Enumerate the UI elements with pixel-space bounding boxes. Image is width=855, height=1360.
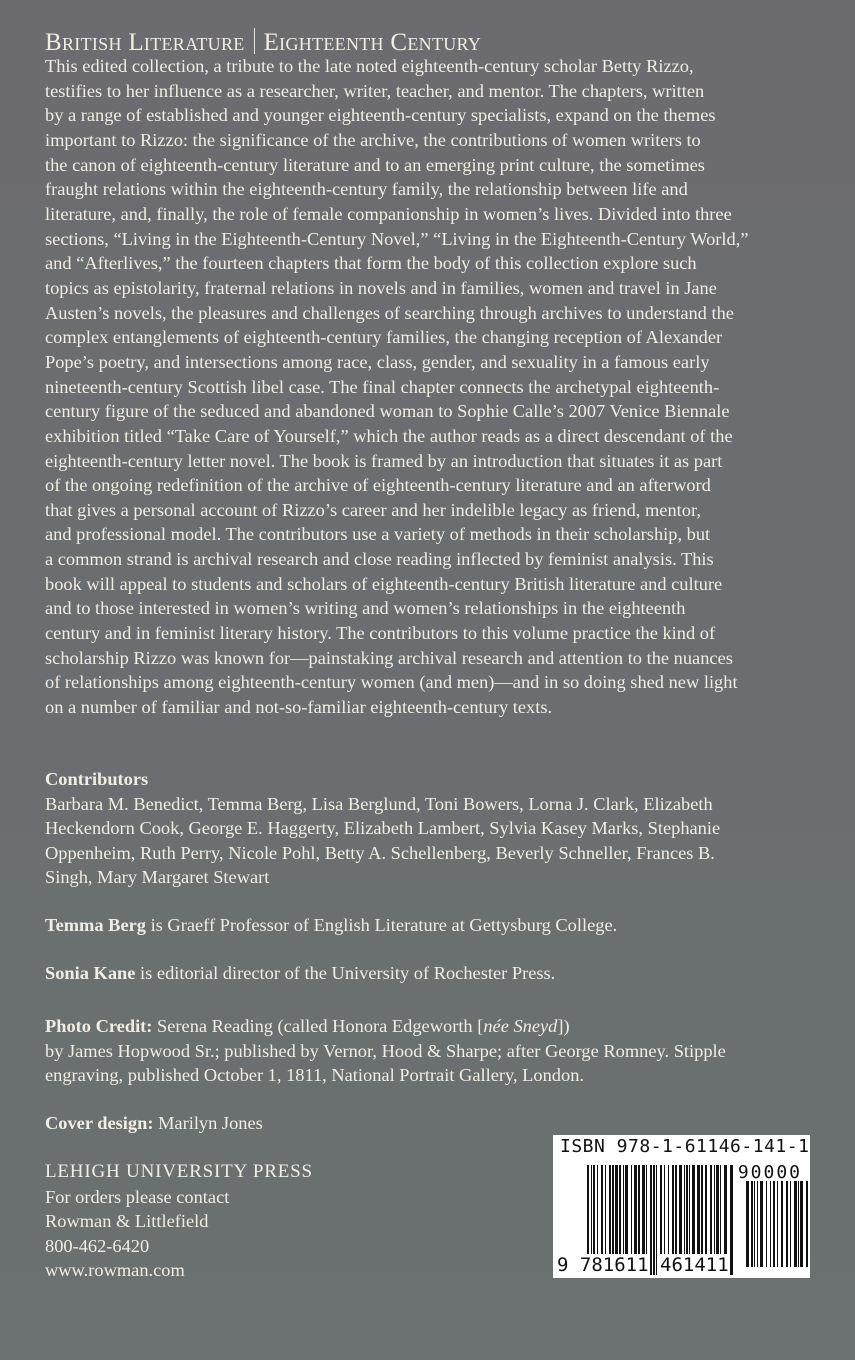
description-line: that gives a personal account of Rizzo’s career and her indelible legacy as friend, mentor, [45, 499, 701, 520]
series-period: Eighteenth Century [263, 29, 482, 56]
photo-credit-text: Serena Reading (called Honora Edgeworth [ [152, 1016, 484, 1036]
publisher-line: For orders please contact [45, 1186, 230, 1207]
editor-bio [45, 913, 617, 938]
barcode-bar [786, 1181, 788, 1267]
description-line: testifies to her influence as a researcher, writer, teacher, and mentor. The chapters, written [45, 80, 705, 101]
description-line: Pope’s poetry, and intersections among race, class, gender, and sexuality in a famous early [45, 351, 710, 372]
contributors-section [45, 767, 720, 890]
photo-credit-italic: née Sneyd [483, 1016, 558, 1036]
editor-bio [45, 961, 555, 986]
price-addon: 90000 [737, 1162, 802, 1183]
divider [254, 28, 255, 54]
photo-credit-text: ]) [557, 1016, 570, 1036]
isbn-text: ISBN 978-1-61146-141-1 [560, 1136, 810, 1157]
description-line: This edited collection, a tribute to the late noted eighteenth-century scholar Betty Rizzo, [45, 56, 694, 76]
cover-design-credit [45, 1111, 263, 1136]
description-line: Austen’s novels, the pleasures and challenges of searching through archives to understand the [45, 302, 734, 323]
publisher-info [45, 1160, 313, 1283]
contributors-line: Oppenheim, Ruth Perry, Nicole Pohl, Betty A. Schellenberg, Beverly Schneller, Frances B. [45, 842, 715, 863]
description-line: by a range of established and younger eighteenth-century specialists, expand on the themes [45, 105, 716, 126]
barcode-bar [800, 1181, 803, 1267]
cover-designer: Marilyn Jones [153, 1113, 263, 1133]
publisher-phone: 800-462-6420 [45, 1235, 150, 1256]
description-line: complex entanglements of eighteenth-century families, the changing reception of Alexander [45, 327, 723, 348]
description-line: of relationships among eighteenth-century women (and men)—and in so doing shed new light [45, 672, 738, 693]
barcode-bar [798, 1181, 799, 1267]
barcode-bar [773, 1181, 775, 1267]
barcode-bar [806, 1181, 808, 1267]
description-line: important to Rizzo: the significance of the archive, the contributions of women writers to [45, 129, 701, 150]
editor-bio-text: is editorial director of the University of Rochester Press. [135, 963, 556, 983]
description-line: and professional model. The contributors use a variety of methods in their scholarship, but [45, 524, 711, 545]
isbn-barcode [553, 1135, 810, 1278]
barcode-bar [777, 1181, 778, 1267]
description-line: book will appeal to students and scholars of eighteenth-century British literature and culture [45, 573, 723, 594]
photo-credit-text: by James Hopwood Sr.; published by Vernor, Hood & Sharpe; after George Romney. Stipple [45, 1040, 726, 1061]
description-line: fraught relations within the eighteenth-century family, the relationship between life and [45, 179, 688, 200]
description-line: literature, and, finally, the role of female companionship in women’s lives. Divided into three [45, 203, 732, 224]
ean-digits [557, 1254, 729, 1276]
description-line: on a number of familiar and not-so-familiar eighteenth-century texts. [45, 697, 553, 718]
description-line: a common strand is archival research and close reading inflected by feminist analysis. This [45, 549, 714, 570]
barcode-bar [770, 1181, 771, 1267]
ean-digit: 9 [557, 1254, 569, 1276]
description-line: nineteenth-century Scottish libel case. The final chapter connects the archetypal eighteenth- [45, 376, 720, 397]
barcode-bar [757, 1181, 758, 1267]
barcode-bar [794, 1181, 797, 1267]
contributors-line: Heckendorn Cook, George E. Haggerty, Elizabeth Lambert, Sylvia Kasey Marks, Stephanie [45, 818, 721, 838]
barcode-bar [730, 1165, 733, 1275]
contributors-heading: Contributors [45, 769, 149, 789]
barcode-bar [751, 1181, 753, 1267]
series-category: British Literature [45, 29, 245, 56]
contributors-line: Barbara M. Benedict, Temma Berg, Lisa Berglund, Toni Bowers, Lorna J. Clark, Elizabeth [45, 793, 713, 814]
description-line: topics as epistolarity, fraternal relations in novels and in families, women and travel in Jane [45, 277, 717, 298]
publisher-website: www.rowman.com [45, 1260, 185, 1280]
description-line: scholarship Rizzo was known for—painstaking archival research and attention to the nuances [45, 647, 733, 668]
publisher-name: LEHIGH UNIVERSITY PRESS [45, 1161, 313, 1182]
description-line: exhibition titled “Take Care of Yourself,” which the author reads as a direct descendant of the [45, 425, 733, 446]
photo-credit-label: Photo Credit: [45, 1016, 153, 1036]
barcode-bar [746, 1181, 749, 1267]
description-line: century figure of the seduced and abandoned woman to Sophie Calle’s 2007 Venice Biennale [45, 401, 730, 422]
barcode-bar [790, 1181, 791, 1267]
publisher-line: Rowman & Littlefield [45, 1211, 209, 1231]
book-description [45, 54, 749, 720]
barcode-bar [754, 1181, 755, 1267]
editor-name: Sonia Kane [45, 963, 136, 983]
contributors-line: Singh, Mary Margaret Stewart [45, 867, 270, 887]
photo-credit-text: engraving, published October 1, 1811, National Portrait Gallery, London. [45, 1065, 584, 1085]
description-line: the canon of eighteenth-century literature and to an emerging print culture, the sometimes [45, 154, 705, 175]
description-line: eighteenth-century letter novel. The book is framed by an introduction that situates it as part [45, 450, 723, 471]
description-line: sections, “Living in the Eighteenth-Century Novel,” “Living in the Eighteenth-Century World,” [45, 228, 749, 249]
description-line: and to those interested in women’s writing and women’s relationships in the eighteenth [45, 598, 686, 619]
editor-bio-text: is Graeff Professor of English Literature at Gettysburg College. [145, 915, 618, 935]
description-line: and “Afterlives,” the fourteen chapters that form the body of this collection explore such [45, 253, 697, 274]
barcode-bar [766, 1181, 767, 1267]
barcode-bar [760, 1181, 763, 1267]
ean-digits-left: 781611 [579, 1254, 649, 1276]
editor-name: Temma Berg [45, 915, 146, 935]
barcode-bar [781, 1181, 783, 1267]
ean-digits-right: 461411 [660, 1254, 729, 1276]
photo-credit [45, 1014, 726, 1088]
description-line: of the ongoing redefinition of the archive of eighteenth-century literature and an afterword [45, 475, 711, 496]
cover-design-label: Cover design: [45, 1113, 154, 1133]
series-heading [45, 28, 481, 57]
description-line: century and in feminist literary history. The contributors to this volume practice the kind of [45, 623, 716, 644]
